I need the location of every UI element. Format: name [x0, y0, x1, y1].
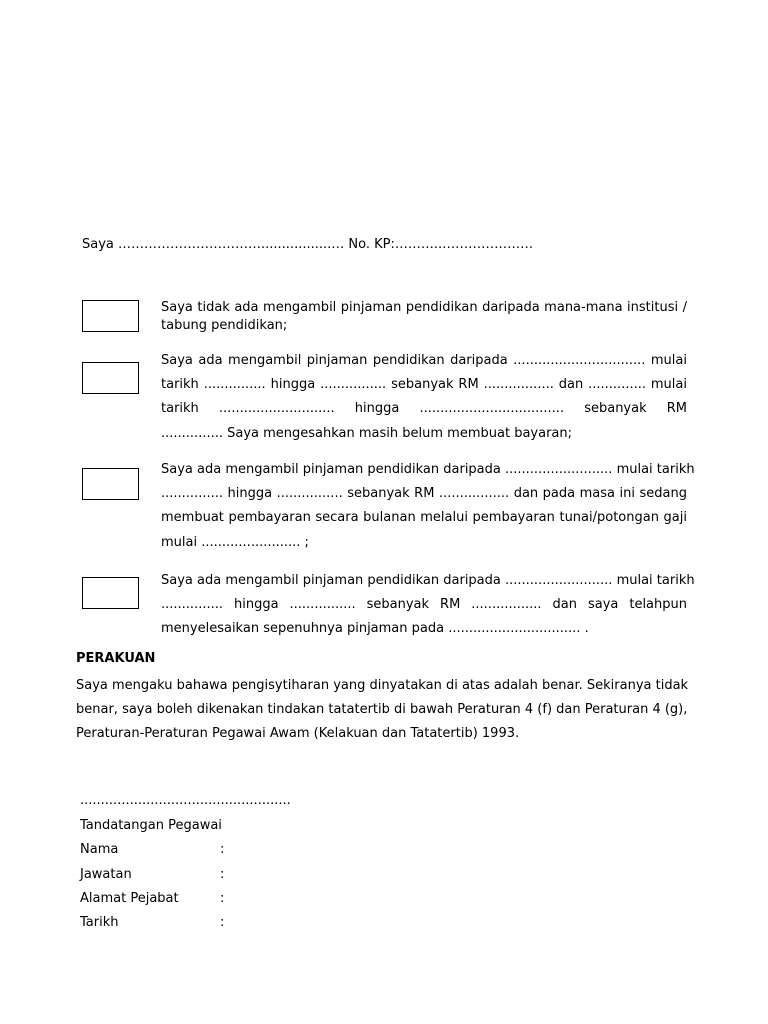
- option-1-line-1: Saya tidak ada mengambil pinjaman pendidikan daripada mana-mana institusi /: [161, 300, 687, 315]
- perakuan-heading: PERAKUAN: [76, 651, 156, 666]
- option-4-text: [161, 569, 695, 642]
- option-1-checkbox[interactable]: [82, 300, 139, 332]
- option-4-line-3: menyelesaikan sepenuhnya pinjaman pada ................................ .: [161, 621, 589, 637]
- perakuan-text: [76, 674, 687, 747]
- field-tarikh[interactable]: [80, 911, 224, 935]
- perakuan-line-2: benar, saya boleh dikenakan tindakan tatatertib di bawah Peraturan 4 (f) dan Peraturan 4 (g),: [76, 702, 688, 718]
- option-2-line-3: tarikh ............................ hingga ................................... sebanyak RM: [161, 401, 687, 417]
- field-tarikh-colon: :: [220, 915, 225, 931]
- field-alamat-pejabat-label: Alamat Pejabat: [80, 890, 179, 906]
- option-2-text: [161, 349, 687, 446]
- option-2-line-1: Saya ada mengambil pinjaman pendidikan daripada ................................ mulai: [161, 353, 687, 368]
- option-1-text: [161, 296, 687, 338]
- field-nama-colon: :: [220, 842, 225, 858]
- option-3-line-3: membuat pembayaran secara bulanan melalui pembayaran tunai/potongan gaji: [161, 510, 687, 526]
- option-4-checkbox[interactable]: [82, 577, 139, 609]
- option-3-line-2: ............... hingga ................ sebanyak RM ................. dan pada masa ini sedang: [161, 486, 687, 502]
- option-3-text: [161, 458, 695, 555]
- field-jawatan[interactable]: [80, 863, 224, 887]
- field-jawatan-colon: :: [220, 866, 225, 882]
- option-3-line-4: mulai ........................ ;: [161, 534, 309, 550]
- signature-line[interactable]: ...................................................: [80, 793, 291, 808]
- signature-title: Tandatangan Pegawai: [80, 818, 222, 833]
- field-alamat-pejabat[interactable]: [80, 887, 224, 911]
- option-4-line-1: Saya ada mengambil pinjaman pendidikan daripada .......................... mulai tarikh: [161, 573, 695, 588]
- option-2-line-2: tarikh ............... hingga ................ sebanyak RM ................. dan .............. mulai: [161, 377, 687, 393]
- signature-block: [80, 814, 224, 935]
- option-4-line-2: ............... hingga ................ sebanyak RM ................. dan saya telahpun: [161, 597, 687, 613]
- option-2-line-4: ............... Saya mengesahkan masih belum membuat bayaran;: [161, 425, 572, 441]
- option-1-line-2: tabung pendidikan;: [161, 318, 288, 334]
- option-3-line-1: Saya ada mengambil pinjaman pendidikan daripada .......................... mulai tarikh: [161, 462, 695, 477]
- perakuan-line-3: Peraturan-Peraturan Pegawai Awam (Kelakuan dan Tatatertib) 1993.: [76, 726, 520, 742]
- perakuan-line-1: Saya mengaku bahawa pengisytiharan yang dinyatakan di atas adalah benar. Sekiranya tidak: [76, 678, 689, 693]
- field-tarikh-label: Tarikh: [80, 915, 119, 931]
- field-nama-label: Nama: [80, 842, 119, 858]
- field-jawatan-label: Jawatan: [80, 866, 132, 882]
- option-2-checkbox[interactable]: [82, 362, 139, 394]
- name-ic-line[interactable]: Saya …………………………….................… No. KP:………..…………………: [82, 237, 534, 252]
- field-alamat-pejabat-colon: :: [220, 890, 225, 906]
- field-nama[interactable]: [80, 838, 224, 862]
- option-3-checkbox[interactable]: [82, 468, 139, 500]
